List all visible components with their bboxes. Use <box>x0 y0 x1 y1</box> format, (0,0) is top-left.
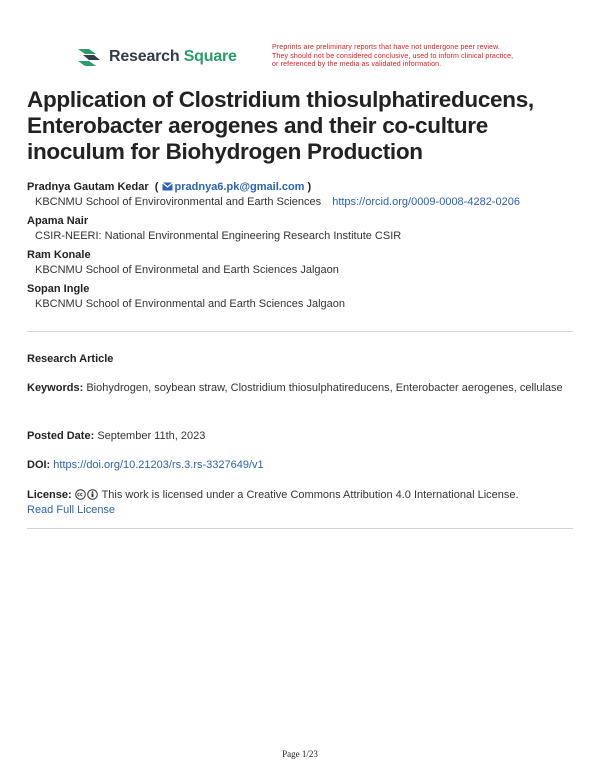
header <box>76 44 546 76</box>
logo-research-text: Research <box>109 48 180 65</box>
author-name: Apama Nair <box>27 215 89 227</box>
author-affiliation: CSIR-NEERI: National Environmental Engineering Research Institute CSIR <box>35 230 402 242</box>
author-name: Sopan Ingle <box>27 283 90 295</box>
keywords <box>27 381 573 396</box>
email-close-paren: ) <box>307 181 312 193</box>
article-type <box>27 352 573 367</box>
author-name <box>27 180 587 195</box>
research-square-logo-icon <box>76 46 102 68</box>
page-number: Page 1/23 <box>282 749 318 759</box>
read-full-license-link[interactable]: Read Full License <box>27 504 116 516</box>
orcid-link[interactable]: https://orcid.org/0009-0008-4282-0206 <box>332 196 520 208</box>
preprint-disclaimer-line: or referenced by the media as validated information. <box>272 61 442 68</box>
preprint-disclaimer-line: They should not be considered conclusive, used to inform clinical practice, <box>272 52 514 60</box>
article-type-text: Research Article <box>27 353 114 365</box>
posted-date-label: Posted Date: <box>27 430 95 442</box>
license-label: License: <box>27 489 72 501</box>
keywords-label: Keywords: <box>27 382 84 394</box>
divider <box>27 331 573 332</box>
posted-date-value: September 11th, 2023 <box>97 430 206 442</box>
author-name: Ram Konale <box>27 249 91 261</box>
author-list <box>27 180 587 316</box>
keywords-text: Biohydrogen, soybean straw, Clostridium thiosulphatireducens, Enterobacter aerogenes, cellulase <box>86 382 563 394</box>
license <box>27 488 573 518</box>
posted-date <box>27 429 573 444</box>
email-open-paren: ( <box>151 181 159 193</box>
logo-square-text: Square <box>183 48 237 65</box>
author-affiliation <box>27 195 587 210</box>
attribution-icon <box>87 489 98 500</box>
doi <box>27 458 573 473</box>
author-email: pradnya6.pk@gmail.com <box>174 181 305 193</box>
paper-title: Application of Clostridium thiosulphatireducens, Enterobacter aerogenes and their co-culture inoculum for Biohydrogen Production <box>27 87 534 164</box>
doi-link[interactable]: https://doi.org/10.21203/rs.3.rs-3327649/v1 <box>53 459 264 471</box>
author-affiliation: KBCNMU School of Environmental and Earth Sciences Jalgaon <box>35 298 345 310</box>
creative-commons-icon <box>75 489 86 500</box>
divider <box>27 528 573 529</box>
author-name-text: Pradnya Gautam Kedar <box>27 181 149 193</box>
preprint-disclaimer-line: Preprints are preliminary reports that have not undergone peer review. <box>272 44 501 51</box>
author-email-link[interactable] <box>162 181 308 193</box>
author-affiliation: KBCNMU School of Environmetal and Earth Sciences Jalgaon <box>35 264 339 276</box>
license-text: This work is licensed under a Creative Commons Attribution 4.0 International License. <box>101 489 519 501</box>
doi-label: DOI: <box>27 459 51 471</box>
author-affiliation-text: KBCNMU School of Envirovironmental and Earth Sciences <box>35 196 322 208</box>
research-square-logo[interactable] <box>76 46 237 68</box>
preprint-disclaimer <box>272 44 542 70</box>
envelope-icon <box>162 182 173 191</box>
